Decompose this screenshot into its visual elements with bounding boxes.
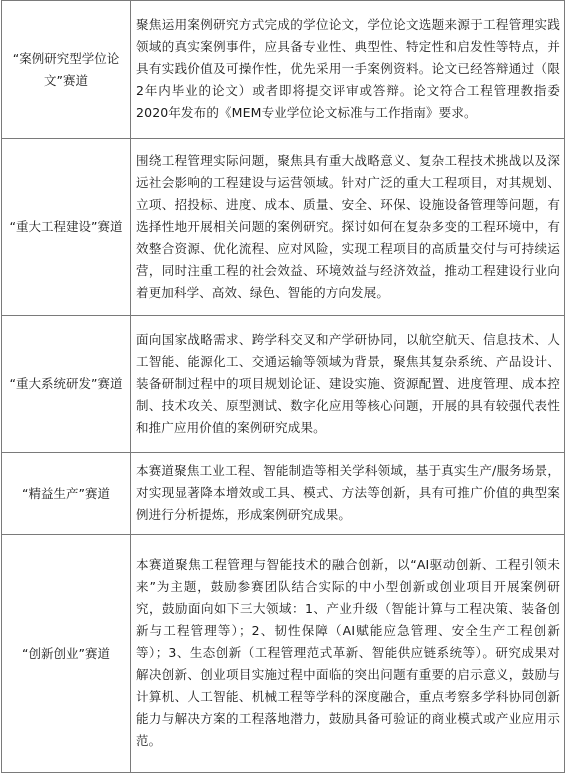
table-row <box>2 1 565 139</box>
track-name-cell: “案例研究型学位论文”赛道 <box>2 1 131 139</box>
table-row <box>2 316 565 453</box>
track-description-cell: 围绕工程管理实际问题，聚焦具有重大战略意义、复杂工程技术挑战以及深远社会影响的工程建设与运营领域。针对广泛的重大工程项目，对其规划、立项、招投标、进度、成本、质量、安全、环保、设施设备管理等问题，有选择性地开展相关问题的案例研究。探讨如何在复杂多变的工程环境中，有效整合资源、优化流程、应对风险，实现工程项目的高质量交付与可持续运营，同时注重工程的社会效益、环境效益与经济效益，推动工程建设行业向着更加科学、高效、绿色、智能的方向发展。 <box>131 139 565 316</box>
track-description-cell: 聚焦运用案例研究方式完成的学位论文，学位论文选题来源于工程管理实践领域的真实案例事件，应具备专业性、典型性、特定性和启发性等特点，并具有实践价值及可操作性，优先采用一手案例资料。论文已经答辩通过（限2年内毕业的论文）或者即将提交评审或答辩。论文符合工程管理教指委2020年发布的《MEM专业学位论文标准与工作指南》要求。 <box>131 1 565 139</box>
table-row <box>2 453 565 535</box>
track-name-cell: “重大系统研发”赛道 <box>2 316 131 453</box>
track-description-cell: 本赛道聚焦工业工程、智能制造等相关学科领域，基于真实生产/服务场景，对实现显著降本增效或工具、模式、方法等创新，具有可推广价值的典型案例进行分析提炼，形成案例研究成果。 <box>131 453 565 535</box>
table-row <box>2 535 565 773</box>
track-table <box>1 0 565 773</box>
track-description-cell: 面向国家战略需求、跨学科交叉和产学研协同，以航空航天、信息技术、人工智能、能源化工、交通运输等领域为背景，聚焦其复杂系统、产品设计、装备研制过程中的项目规划论证、建设实施、资源配置、进度管理、成本控制、技术攻关、原型测试、数字化应用等核心问题，开展的具有较强代表性和推广应用价值的案例研究成果。 <box>131 316 565 453</box>
track-description-cell: 本赛道聚焦工程管理与智能技术的融合创新，以“AI驱动创新、工程引领未来”为主题，鼓励参赛团队结合实际的中小型创新或创业项目开展案例研究，鼓励面向如下三大领域：1、产业升级（智能计算与工程决策、装备创新与工程管理等）；2、韧性保障（AI赋能应急管理、安全生产工程创新等）；3、生态创新（工程管理范式革新、智能供应链系统等）。研究成果对解决创新、创业项目实施过程中面临的突出问题有重要的启示意义，鼓励与计算机、人工智能、机械工程等学科的深度融合，重点考察多学科协同创新能力与解决方案的工程落地潜力，鼓励具备可验证的商业模式或产业应用示范。 <box>131 535 565 773</box>
track-name-cell: “重大工程建设”赛道 <box>2 139 131 316</box>
track-name-cell: “精益生产”赛道 <box>2 453 131 535</box>
table-row <box>2 139 565 316</box>
track-name-cell: “创新创业”赛道 <box>2 535 131 773</box>
